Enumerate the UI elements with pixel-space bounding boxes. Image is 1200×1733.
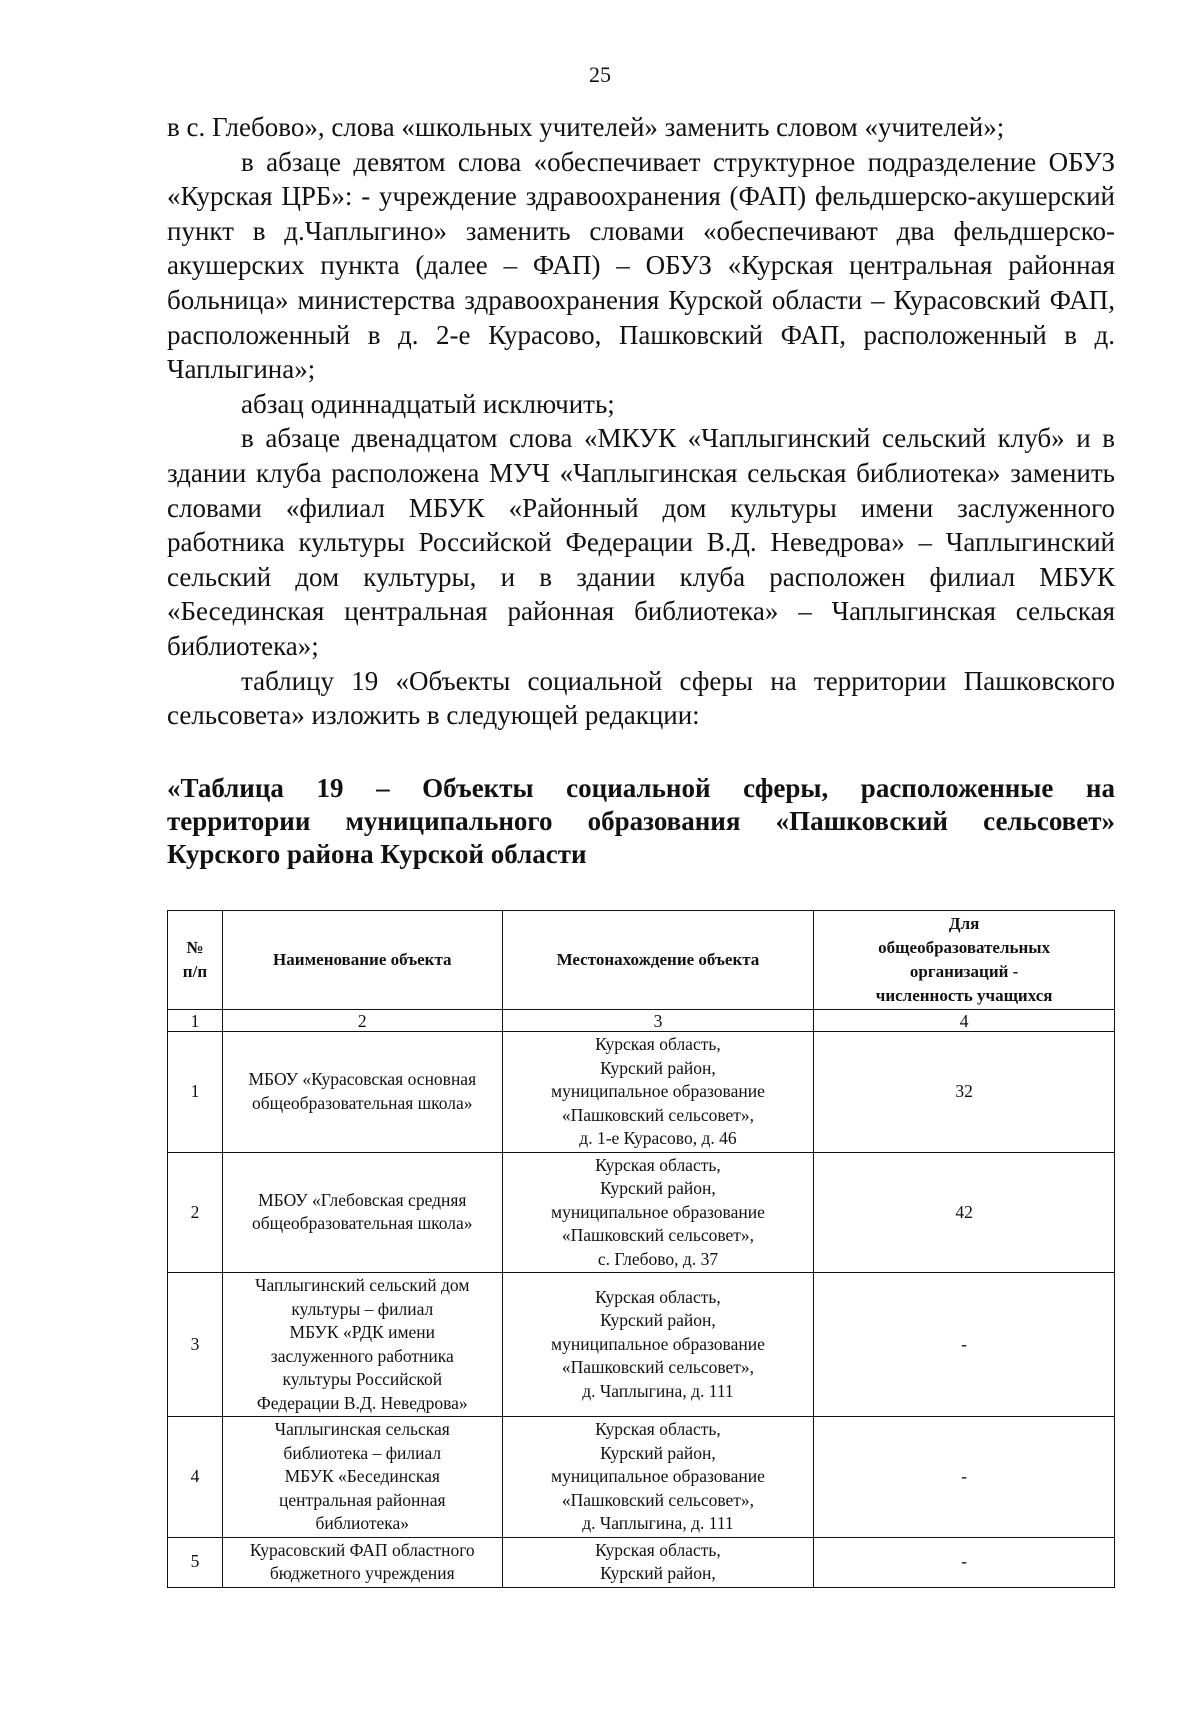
paragraph: в абзаце девятом слова «обеспечивает структурное подразделение ОБУЗ «Курская ЦРБ»: - учреждение здравоохранения (ФАП) фельдшерско-акушерский пункт в д.Чаплыгино» заменить словами «обеспечивают два фельдшерско-акушерских пункта (далее – ФАП) – ОБУЗ «Курская центральная районная больница» министерства здравоохранения Курской области – Курасовский ФАП, расположенный в д. 2-е Курасово, Пашковский ФАП, расположенный в д. Чаплыгина»; (167, 146, 1115, 385)
table-header-row (168, 911, 1115, 1010)
object-location-line: Курский район, (600, 1442, 716, 1463)
object-location-line: муниципальное образование (551, 1081, 765, 1101)
page-number: 25 (589, 62, 611, 87)
row-number: 1 (168, 1032, 223, 1153)
object-location (502, 1417, 814, 1538)
social-objects-table (167, 910, 1115, 1588)
student-count: 42 (814, 1152, 1115, 1273)
amendment-text (167, 110, 1115, 733)
student-count: - (814, 1537, 1115, 1587)
table-row (168, 1152, 1115, 1273)
object-location-line: «Пашковский сельсовет», (561, 1104, 755, 1125)
object-location-line: Курская область, (595, 1419, 721, 1439)
object-name (222, 1417, 502, 1538)
student-count: - (814, 1273, 1115, 1417)
object-name-line: МБОУ «Глебовская средняя (258, 1189, 467, 1210)
object-location-line: д. Чаплыгина, д. 111 (582, 1380, 734, 1401)
object-location (502, 1032, 814, 1153)
object-location-line: Курская область, (595, 1154, 721, 1175)
object-location-line: «Пашковский сельсовет», (561, 1357, 755, 1378)
header-cell (168, 911, 223, 1010)
header-cell-line: Для (948, 914, 980, 933)
header-cell (814, 911, 1115, 1010)
object-name-line: МБУК «РДК имени (289, 1322, 436, 1342)
object-location (502, 1273, 814, 1417)
object-location (502, 1152, 814, 1273)
header-cell (502, 911, 814, 1010)
object-location-line: Курский район, (600, 1178, 716, 1198)
object-location-line: Курский район, (600, 1310, 716, 1331)
column-number: 1 (168, 1010, 223, 1032)
object-location-line: муниципальное образование (551, 1466, 765, 1486)
object-name-line: библиотека» (315, 1513, 410, 1533)
object-location-line: «Пашковский сельсовет», (561, 1225, 755, 1245)
object-location-line: муниципальное образование (551, 1201, 765, 1222)
object-location-line: Курская область, (595, 1034, 721, 1054)
paragraph: в абзаце двенадцатом слова «МКУК «Чаплыгинский сельский клуб» и в здании клуба расположена МУЧ «Чаплыгинская сельская библиотека» заменить словами «филиал МБУК «Районный дом культуры имени заслуженного работника культуры Российской Федерации В.Д. Неведрова» – Чаплыгинский сельский дом культуры, и в здании клуба расположен филиал МБУК «Бесединская центральная районная библиотека» – Чаплыгинская сельская библиотека»; (167, 423, 1115, 661)
column-number-row (168, 1010, 1115, 1032)
object-name-line: Курасовский ФАП областного (249, 1539, 475, 1560)
table-title-line: территории муниципального образования «Пашковский сельсовет» (167, 806, 1115, 836)
object-location-line: д. 1-е Курасово, д. 46 (579, 1128, 737, 1148)
header-cell-line: общеобразовательных (878, 938, 1051, 957)
student-count: - (814, 1417, 1115, 1538)
object-name-line: центральная районная (279, 1489, 446, 1510)
table-row (168, 1032, 1115, 1153)
object-location-line: муниципальное образование (551, 1333, 765, 1354)
object-name (222, 1273, 502, 1417)
column-number: 2 (222, 1010, 502, 1032)
object-location (502, 1537, 814, 1587)
column-number: 3 (502, 1010, 814, 1032)
object-location-line: д. Чаплыгина, д. 111 (582, 1513, 734, 1533)
table-row (168, 1537, 1115, 1587)
object-name-line: общеобразовательная школа» (252, 1213, 473, 1234)
object-location-line: Курский район, (600, 1057, 716, 1078)
header-cell-line: Наименование объекта (273, 950, 452, 969)
header-cell-line: № (186, 938, 204, 957)
object-name-line: Чаплыгинский сельский дом (255, 1275, 470, 1295)
object-name-line: Чаплыгинская сельская (274, 1419, 450, 1439)
header-cell-line: Местонахождение объекта (556, 950, 760, 969)
object-name-line: библиотека – филиал (283, 1442, 442, 1463)
row-number: 5 (168, 1537, 223, 1587)
column-number: 4 (814, 1010, 1115, 1032)
table-row (168, 1417, 1115, 1538)
object-name-line: МБУК «Бесединская (284, 1466, 440, 1486)
object-name (222, 1152, 502, 1273)
object-location-line: Курский район, (600, 1563, 716, 1583)
object-name-line: культуры – филиал (291, 1298, 434, 1319)
object-name-line: бюджетного учреждения (269, 1563, 455, 1583)
paragraph: абзац одиннадцатый исключить; (241, 388, 615, 419)
header-cell-line: п/п (182, 962, 208, 981)
student-count: 32 (814, 1032, 1115, 1153)
object-name-line: Федерации В.Д. Неведрова» (256, 1392, 468, 1413)
object-name (222, 1032, 502, 1153)
object-location-line: «Пашковский сельсовет», (561, 1489, 755, 1510)
table-row (168, 1273, 1115, 1417)
paragraph: в с. Глебово», слова «школьных учителей» заменить словом «учителей»; (167, 112, 1005, 142)
row-number: 4 (168, 1417, 223, 1538)
object-location-line: Курская область, (595, 1286, 721, 1307)
header-cell-line: организаций - (909, 962, 1019, 981)
header-cell (222, 911, 502, 1010)
object-name-line: общеобразовательная школа» (252, 1092, 473, 1113)
paragraph: таблицу 19 «Объекты социальной сферы на территории Пашковского сельсовета» изложить в следующей редакции: (167, 665, 1115, 731)
row-number: 3 (168, 1273, 223, 1417)
table-title-line: Курского района Курской области (167, 839, 587, 869)
table-title (167, 772, 1115, 871)
object-name-line: заслуженного работника (270, 1345, 454, 1366)
object-location-line: Курская область, (595, 1539, 721, 1560)
header-cell-line: численность учащихся (875, 986, 1053, 1005)
object-name-line: культуры Российской (282, 1369, 443, 1389)
table-title-line: «Таблица 19 – Объекты социальной сферы, расположенные на (167, 773, 1115, 803)
row-number: 2 (168, 1152, 223, 1273)
object-location-line: с. Глебово, д. 37 (597, 1248, 719, 1269)
object-name-line: МБОУ «Курасовская основная (248, 1069, 477, 1090)
object-name (222, 1537, 502, 1587)
